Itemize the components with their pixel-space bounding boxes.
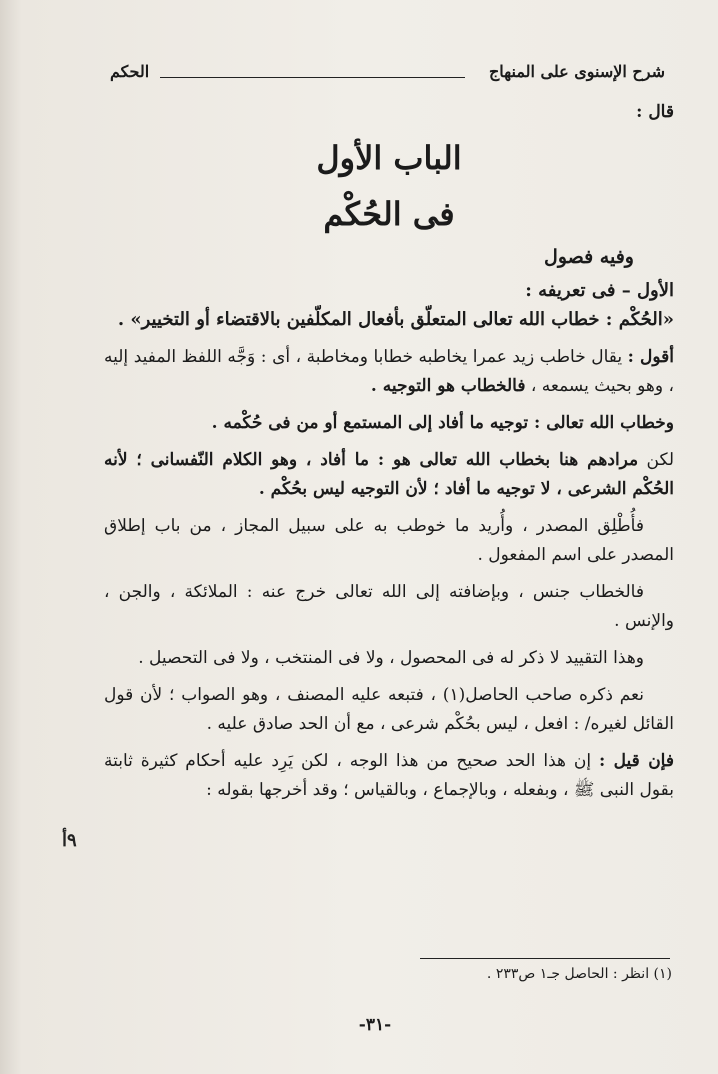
footnote: (١) انظر : الحاصل جـ١ ص٢٣٣ . [486, 966, 672, 982]
in-qila-text: إن هذا الحد صحيح من هذا الوجه ، لكن يَرِد عليه أحكام كثيرة ثابتة بقول النبى ﷺ ، وبفعله ، وبالإجماع ، وبالقياس ؛ وقد أخرجها بقوله : [104, 751, 674, 800]
in-qila-paragraph [104, 747, 674, 805]
chapter-title-line1: الباب الأول [316, 139, 462, 177]
aqul-paragraph [104, 343, 674, 401]
main-text [104, 98, 674, 813]
chapter-title-line2: فى الحُكْم [323, 195, 455, 233]
lakin-plain: لكن [646, 450, 675, 470]
header-section: الحكم [110, 62, 150, 81]
header-book-title: شرح الإسنوى على المنهاج [488, 62, 665, 81]
page-number: -٣١- [358, 1015, 392, 1035]
in-qila-label: فإن قيل : [599, 751, 674, 771]
khitab-allah-paragraph: وخطاب الله تعالى : توجيه ما أفاد إلى المستمع أو من فى حُكْمه . [211, 413, 674, 433]
qal-label: قال : [636, 102, 674, 122]
aqul-bold-end: فالخطاب هو التوجيه . [370, 376, 526, 396]
footnote-rule [420, 958, 670, 959]
running-header [110, 62, 665, 86]
header-rule [160, 77, 465, 78]
margin-folio-mark: ٩أ [62, 830, 77, 851]
lakin-bold: مرادهم هنا بخطاب الله تعالى هو : ما أفاد ، وهو الكلام النّفسانى ؛ لأنه الحُكْم الشرعى ، لا توجيه ما أفاد ؛ لأن التوجيه ليس بحُكْم . [104, 450, 674, 499]
aqul-label: أقول : [627, 347, 674, 367]
aqul-text: يقال خاطب زيد عمرا يخاطبه خطابا ومخاطبة ، أى : وَجَّه اللفظ المفيد إليه ، وهو بحيث يسمعه ، [104, 347, 674, 396]
jins-paragraph: فالخطاب جنس ، وبإضافته إلى الله تعالى خرج عنه : الملائكة ، والجن ، والإنس . [104, 582, 674, 631]
masdar-paragraph: فأُطْلِق المصدر ، وأُريد ما خوطب به على سبيل المجاز ، من باب إطلاق المصدر على اسم المفعول . [104, 516, 674, 565]
lakin-paragraph [104, 446, 674, 504]
naam-paragraph: نعم ذكره صاحب الحاصل(١) ، فتبعه عليه المصنف ، وهو الصواب ؛ لأن قول القائل لغيره/ : افعل ، ليس بحُكْم شرعى ، مع أن الحد صادق عليه . [104, 685, 674, 734]
taqyid-paragraph: وهذا التقييد لا ذكر له فى المحصول ، ولا فى المنتخب ، ولا فى التحصيل . [138, 648, 644, 668]
section-heading: الأول – فى تعريفه : [525, 280, 674, 301]
fusul-heading: وفيه فصول [544, 246, 634, 268]
definition-text: «الحُكْم : خطاب الله تعالى المتعلّق بأفعال المكلّفين بالاقتضاء أو التخيير» . [117, 309, 674, 330]
